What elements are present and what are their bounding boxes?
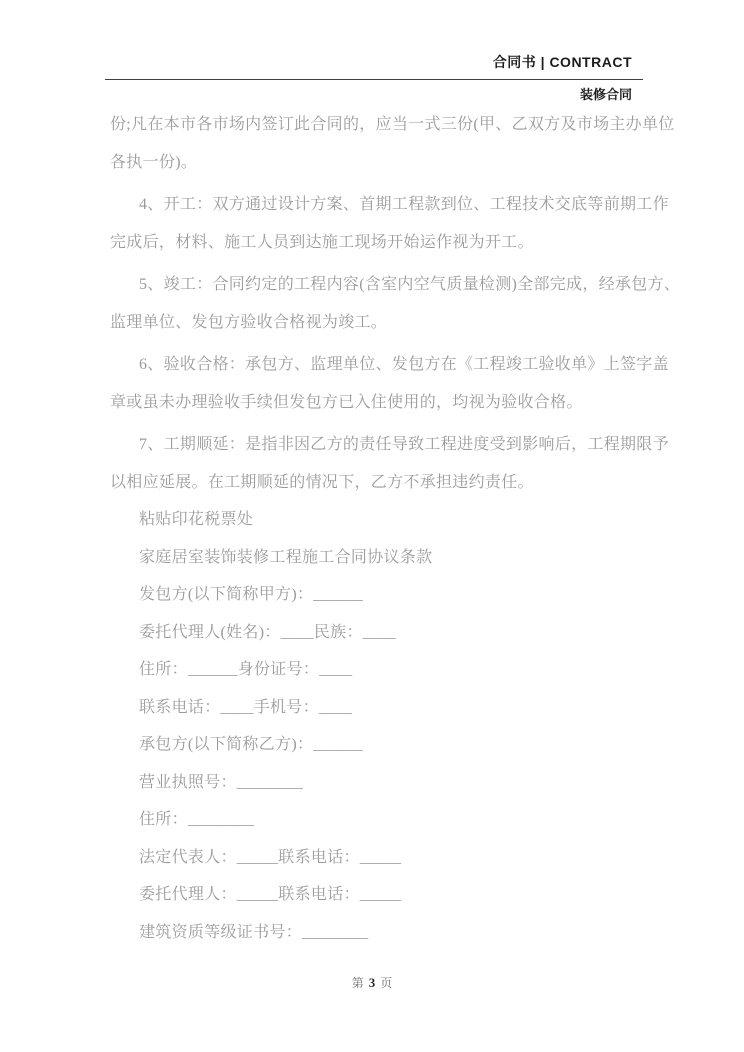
document-header-subtitle: 装修合同 <box>579 87 632 102</box>
form-line-phone-mobile: 联系电话：____手机号：____ <box>139 698 353 716</box>
body-line-agreement-title: 家庭居室装饰装修工程施工合同协议条款 <box>139 548 433 566</box>
body-line: 份;凡在本市各市场内签订此合同的，应当一式三份(甲、乙双方及市场主办单位 <box>110 116 675 133</box>
form-line-entrusted-agent: 委托代理人：_____联系电话：_____ <box>139 886 402 903</box>
page-number-prefix: 第 <box>351 976 364 990</box>
body-line-clause-6: 6、验收合格：承包方、监理单位、发包方在《工程竣工验收单》上签字盖 <box>139 356 669 373</box>
body-line-stamp-area-label: 粘贴印花税票处 <box>139 511 254 528</box>
body-line: 各执一份)。 <box>110 153 198 171</box>
body-line-clause-4: 4、开工：双方通过设计方案、首期工程款到位、工程技术交底等前期工作 <box>139 196 669 213</box>
document-body <box>110 106 681 951</box>
body-line: 监理单位、发包方验收合格视为竣工。 <box>110 313 388 331</box>
form-line-agent-name-ethnicity: 委托代理人(姓名)：____民族：____ <box>139 623 396 641</box>
page-footer <box>0 974 744 991</box>
form-line-employer: 发包方(以下简称甲方)：______ <box>139 586 364 603</box>
body-line-clause-7: 7、工期顺延：是指非因乙方的责任导致工程进度受到影响后，工程期限予 <box>139 436 669 453</box>
body-line: 以相应延展。在工期顺延的情况下，乙方不承担违约责任。 <box>110 473 534 491</box>
form-line-contractor: 承包方(以下简称乙方)：______ <box>139 736 364 753</box>
body-line: 完成后，材料、施工人员到达施工现场开始运作视为开工。 <box>110 233 534 251</box>
form-line-contractor-address: 住所：________ <box>139 811 255 828</box>
form-line-address-id: 住所：______身份证号：____ <box>139 661 353 678</box>
page-number: 3 <box>368 975 376 990</box>
form-line-business-license: 营业执照号：________ <box>139 773 304 791</box>
form-line-qualification-cert: 建筑资质等级证书号：________ <box>139 923 369 941</box>
body-line: 章或虽未办理验收手续但发包方已入住使用的，均视为验收合格。 <box>110 393 583 411</box>
document-header-title: 合同书 | CONTRACT <box>492 54 632 70</box>
form-line-legal-representative: 法定代表人：_____联系电话：_____ <box>139 848 402 866</box>
page-number-suffix: 页 <box>380 976 393 990</box>
body-line-clause-5: 5、竣工：合同约定的工程内容(含室内空气质量检测)全部完成，经承包方、 <box>139 276 681 293</box>
header-divider-rule <box>105 79 643 80</box>
